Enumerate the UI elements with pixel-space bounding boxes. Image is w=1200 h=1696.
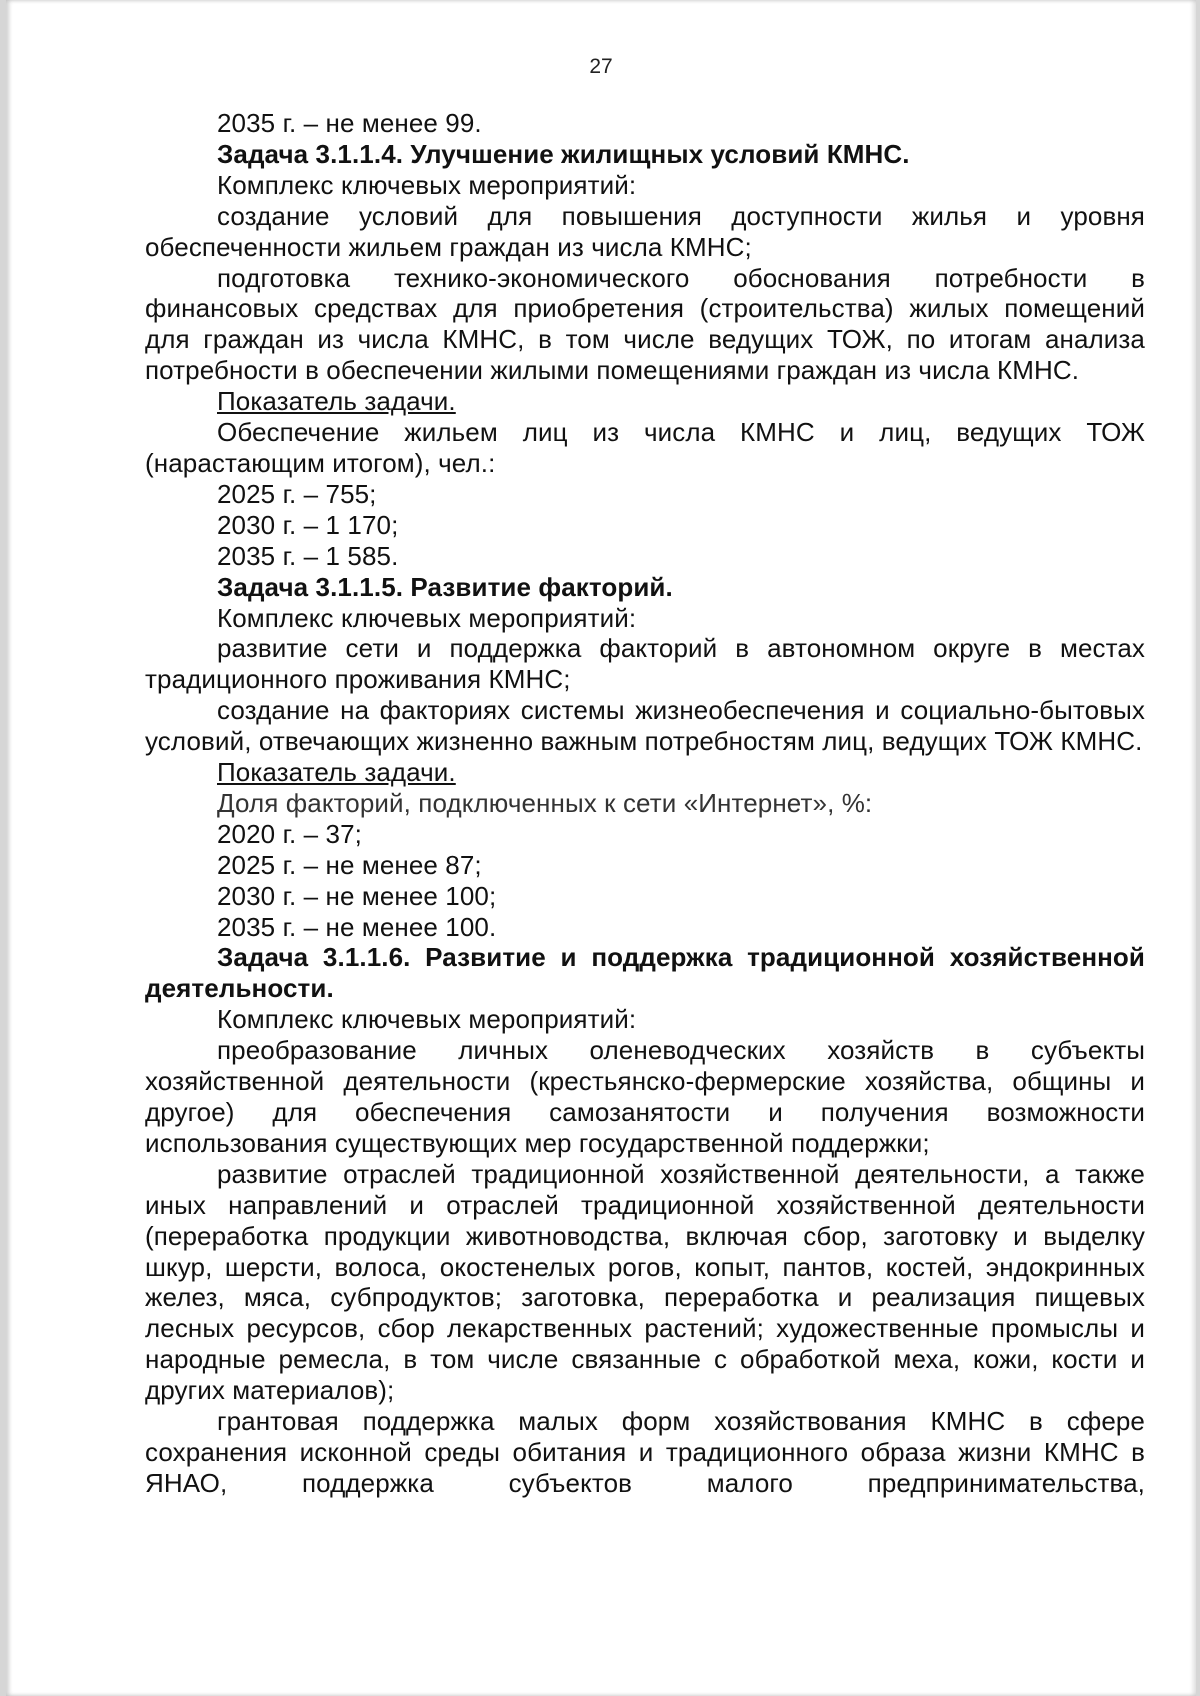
task-heading-3-1-1-4: Задача 3.1.1.4. Улучшение жилищных условий КМНС. [217, 138, 910, 169]
paragraph-17: 2020 г. – 37; [217, 818, 362, 849]
page-body [145, 108, 1145, 1499]
paragraph-24: развитие отраслей традиционной хозяйственной деятельности, а также иных направлений и отраслей традиционной хозяйственной деятельности (переработка продукции животноводства, включая сбор, заготовку и выделку шкур, шерсти, волоса, окостенелых рогов, копыт, пантов, костей, эндокринных желез, мяса, субпродуктов; заготовка, переработка и реализация пищевых лесных ресурсов, сбор лекарственных растений; художественные промыслы и народные ремесла, в том числе связанные с обработкой меха, кожи, кости и других материалов); [145, 1158, 1145, 1406]
paragraph-13: развитие сети и поддержка факторий в автономном округе в местах традиционного проживания КМНС; [145, 633, 1145, 695]
indicator-label-text-2: Показатель задачи. [217, 757, 456, 788]
paragraph-4: создание условий для повышения доступности жилья и уровня обеспеченности жильем граждан из числа КМНС; [145, 200, 1145, 262]
paragraph-25: грантовая поддержка малых форм хозяйствования КМНС в сфере сохранения исконной среды обитания и традиционного образа жизни КМНС в ЯНАО, поддержка субъектов малого предпринимательства, [145, 1406, 1145, 1498]
paragraph-18: 2025 г. – не менее 87; [217, 849, 482, 880]
paragraph-7: Обеспечение жильем лиц из числа КМНС и лиц, ведущих ТОЖ (нарастающим итогом), чел.: [145, 417, 1145, 478]
document-page [6, 0, 1196, 1696]
paragraph-22: Комплекс ключевых мероприятий: [217, 1004, 637, 1035]
page-number: 27 [589, 55, 613, 78]
paragraph-19: 2030 г. – не менее 100; [217, 880, 497, 911]
indicator-label-2 [145, 757, 1145, 788]
paragraph-14: создание на факториях системы жизнеобеспечения и социально-бытовых условий, отвечающих жизненно важным потребностям лиц, ведущих ТОЖ КМНС. [145, 695, 1145, 757]
paragraph-23: преобразование личных оленеводческих хозяйств в субъекты хозяйственной деятельности (крестьянско-фермерские хозяйства, общины и другое) для обеспечения самозанятости и получения возможности использования существующих мер государственной поддержки; [145, 1035, 1145, 1158]
task-heading-3-1-1-5: Задача 3.1.1.5. Развитие факторий. [217, 571, 673, 602]
paragraph-8: 2025 г. – 755; [217, 478, 377, 509]
paragraph-9: 2030 г. – 1 170; [217, 509, 399, 540]
paragraph-20: 2035 г. – не менее 100. [217, 911, 497, 942]
paragraph-16: Доля факторий, подключенных к сети «Интернет», %: [217, 787, 873, 818]
task-heading-3-1-1-6: Задача 3.1.1.6. Развитие и поддержка традиционной хозяйственной деятельности. [145, 942, 1145, 1004]
indicator-label-1 [145, 386, 1145, 417]
paragraph-5: подготовка технико-экономического обоснования потребности в финансовых средствах для приобретения (строительства) жилых помещений для граждан из числа КМНС, в том числе ведущих ТОЖ, по итогам анализа потребности в обеспечении жилыми помещениями граждан из числа КМНС. [145, 262, 1145, 386]
paragraph-10: 2035 г. – 1 585. [217, 540, 399, 571]
indicator-label-text-1: Показатель задачи. [217, 386, 456, 417]
paragraph-12: Комплекс ключевых мероприятий: [217, 602, 637, 633]
paragraph-3: Комплекс ключевых мероприятий: [217, 169, 637, 200]
paragraph-1: 2035 г. – не менее 99. [217, 108, 482, 138]
